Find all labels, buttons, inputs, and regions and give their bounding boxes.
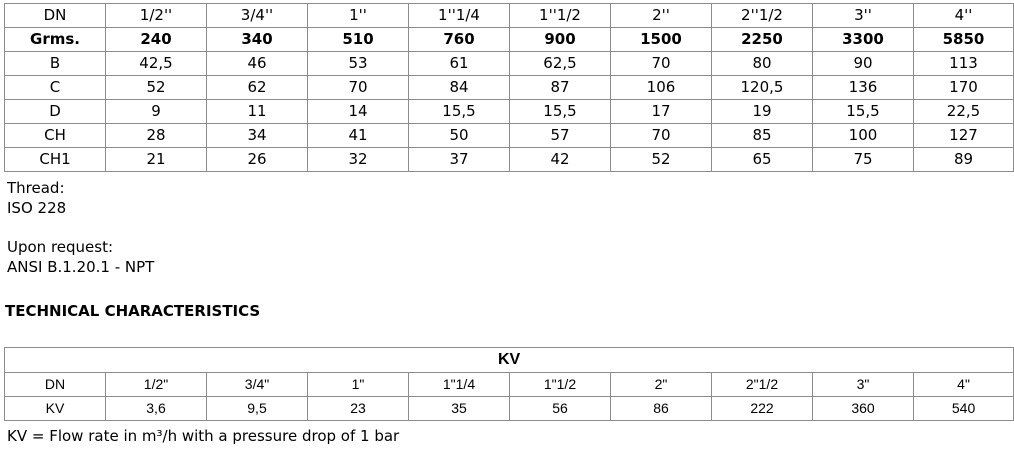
dimension-cell: 22,5 [914, 100, 1014, 124]
row-header: DN [5, 373, 106, 397]
dimension-cell: 9 [106, 100, 207, 124]
dimension-cell: 2'' [611, 4, 712, 28]
kv-cell: 1" [308, 373, 409, 397]
row-header: DN [5, 4, 106, 28]
dimension-cell: 65 [712, 148, 813, 172]
row-header: Grms. [5, 28, 106, 52]
dimension-cell: 90 [813, 52, 914, 76]
kv-cell: 1"1/2 [510, 373, 611, 397]
dimension-cell: 340 [207, 28, 308, 52]
dimension-cell: 37 [409, 148, 510, 172]
dimension-cell: 15,5 [813, 100, 914, 124]
dimension-cell: 26 [207, 148, 308, 172]
kv-cell: 360 [813, 397, 914, 421]
kv-table [4, 347, 1014, 421]
dimension-cell: 113 [914, 52, 1014, 76]
kv-cell: 2" [611, 373, 712, 397]
dimension-cell: 5850 [914, 28, 1014, 52]
dimension-cell: 53 [308, 52, 409, 76]
dimension-cell: 52 [611, 148, 712, 172]
dimension-row-b [5, 52, 1014, 76]
kv-cell: 9,5 [207, 397, 308, 421]
kv-cell: 3/4" [207, 373, 308, 397]
kv-cell: 2"1/2 [712, 373, 813, 397]
dimension-cell: 87 [510, 76, 611, 100]
kv-cell: 540 [914, 397, 1014, 421]
kv-table-title: KV [5, 348, 1014, 373]
dimension-cell: 70 [308, 76, 409, 100]
dimension-cell: 4'' [914, 4, 1014, 28]
kv-cell: 86 [611, 397, 712, 421]
dimension-cell: 89 [914, 148, 1014, 172]
row-header: D [5, 100, 106, 124]
kv-cell: 3,6 [106, 397, 207, 421]
dimension-row-grms [5, 28, 1014, 52]
thread-standard: ISO 228 [7, 199, 67, 217]
dimension-cell: 2250 [712, 28, 813, 52]
kv-cell: 4" [914, 373, 1014, 397]
dimension-row-d [5, 100, 1014, 124]
dimension-cell: 14 [308, 100, 409, 124]
thread-label: Thread: [7, 179, 65, 197]
dimension-cell: 50 [409, 124, 510, 148]
row-header: C [5, 76, 106, 100]
dimension-cell: 3300 [813, 28, 914, 52]
dimension-row-dn [5, 4, 1014, 28]
dimension-row-ch [5, 124, 1014, 148]
dimension-cell: 136 [813, 76, 914, 100]
dimension-cell: 19 [712, 100, 813, 124]
kv-row-dn [5, 373, 1014, 397]
dimension-cell: 1'' [308, 4, 409, 28]
dimension-cell: 1''1/4 [409, 4, 510, 28]
dimension-cell: 21 [106, 148, 207, 172]
dimension-cell: 100 [813, 124, 914, 148]
dimension-cell: 1''1/2 [510, 4, 611, 28]
dimension-cell: 17 [611, 100, 712, 124]
dimension-cell: 760 [409, 28, 510, 52]
dimension-cell: 120,5 [712, 76, 813, 100]
kv-cell: 56 [510, 397, 611, 421]
kv-table-title-row [5, 348, 1014, 373]
dimension-cell: 62,5 [510, 52, 611, 76]
kv-cell: 35 [409, 397, 510, 421]
kv-definition-note: KV = Flow rate in m³/h with a pressure drop of 1 bar [7, 427, 400, 445]
dimension-cell: 34 [207, 124, 308, 148]
dimension-cell: 15,5 [510, 100, 611, 124]
dimension-cell: 57 [510, 124, 611, 148]
dimension-cell: 42 [510, 148, 611, 172]
kv-row-kv [5, 397, 1014, 421]
dimension-cell: 32 [308, 148, 409, 172]
dimension-cell: 52 [106, 76, 207, 100]
kv-cell: 222 [712, 397, 813, 421]
row-header: B [5, 52, 106, 76]
technical-characteristics-heading: TECHNICAL CHARACTERISTICS [5, 302, 261, 320]
dimension-row-c [5, 76, 1014, 100]
dimension-cell: 2''1/2 [712, 4, 813, 28]
dimension-cell: 127 [914, 124, 1014, 148]
dimension-cell: 900 [510, 28, 611, 52]
dimension-cell: 11 [207, 100, 308, 124]
dimension-cell: 42,5 [106, 52, 207, 76]
dimensions-table [4, 3, 1014, 172]
dimension-cell: 84 [409, 76, 510, 100]
dimension-cell: 3/4'' [207, 4, 308, 28]
dimension-cell: 61 [409, 52, 510, 76]
row-header: KV [5, 397, 106, 421]
dimension-cell: 85 [712, 124, 813, 148]
dimension-cell: 62 [207, 76, 308, 100]
dimension-row-ch1 [5, 148, 1014, 172]
upon-request-standard: ANSI B.1.20.1 - NPT [7, 258, 155, 276]
dimension-cell: 3'' [813, 4, 914, 28]
dimension-cell: 106 [611, 76, 712, 100]
row-header: CH1 [5, 148, 106, 172]
dimension-cell: 1/2'' [106, 4, 207, 28]
row-header: CH [5, 124, 106, 148]
dimension-cell: 80 [712, 52, 813, 76]
kv-cell: 1/2" [106, 373, 207, 397]
dimension-cell: 1500 [611, 28, 712, 52]
dimension-cell: 46 [207, 52, 308, 76]
dimension-cell: 70 [611, 124, 712, 148]
dimension-cell: 41 [308, 124, 409, 148]
dimension-cell: 15,5 [409, 100, 510, 124]
dimension-cell: 75 [813, 148, 914, 172]
kv-cell: 3" [813, 373, 914, 397]
dimension-cell: 70 [611, 52, 712, 76]
dimension-cell: 510 [308, 28, 409, 52]
dimension-cell: 28 [106, 124, 207, 148]
dimension-cell: 170 [914, 76, 1014, 100]
upon-request-label: Upon request: [7, 238, 114, 256]
kv-cell: 1"1/4 [409, 373, 510, 397]
dimension-cell: 240 [106, 28, 207, 52]
kv-cell: 23 [308, 397, 409, 421]
